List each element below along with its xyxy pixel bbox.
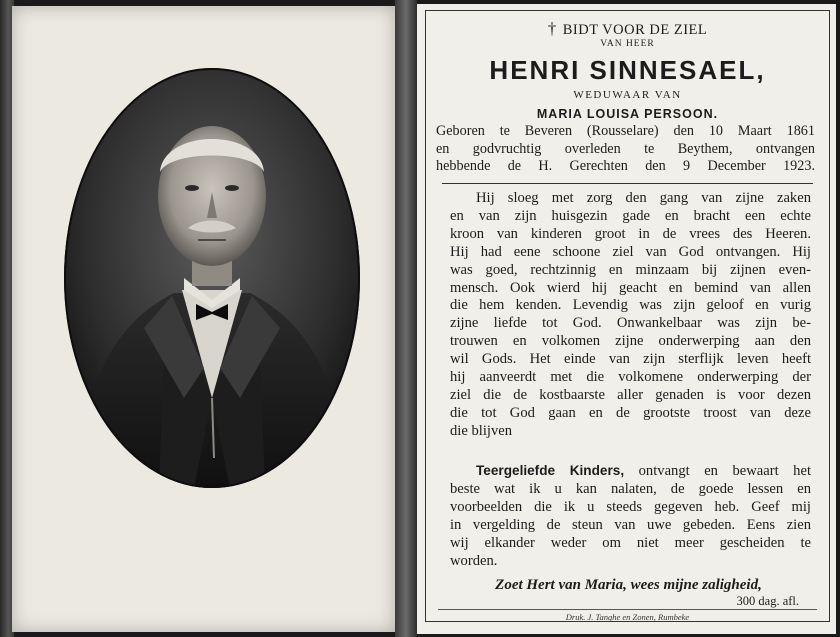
scan-gutter xyxy=(395,0,417,637)
portrait-card xyxy=(12,6,395,632)
children-line: wij elkander weder om niet meer gescheiden te xyxy=(450,534,811,551)
eulogy-line: trouwen en volkomen zijne onderwerping aan den xyxy=(450,333,811,350)
eulogy-line: kroon van kinderen groot in de vrees des Heeren. xyxy=(450,225,811,242)
eulogy-line: wil Gods. Het einde van zijn sterflijk leven heeft xyxy=(450,351,811,368)
children-label: Teergeliefde Kinders, xyxy=(476,463,625,478)
eulogy-line: mensch. Ook wierd hij geacht en bemind van allen xyxy=(450,279,811,296)
children-line xyxy=(450,462,811,481)
bio-line: Geboren te Beveren (Rousselare) den 10 Maart 1861 xyxy=(436,123,815,139)
eulogy-line: die hem kenden. Levendig was zijn geloof en vurig xyxy=(450,297,811,314)
bio-line: hebbende de H. Gerechten den 9 December 1923. xyxy=(436,158,815,175)
children-line: in vergelding de steun van uwe gebeden. Eens zien xyxy=(450,516,811,533)
indulgence-note: 300 dag. afl. xyxy=(736,594,799,608)
children-text: ontvangt en bewaart het xyxy=(638,463,811,479)
children-line: beste wat ik u kan nalaten, de goede lessen en xyxy=(450,480,811,497)
header-line-1 xyxy=(426,19,829,39)
children-line: worden. xyxy=(450,552,498,569)
eulogy-line: Hij sloeg met zorg den gang van zijne zaken xyxy=(476,190,811,206)
card-frame xyxy=(425,10,830,622)
biography xyxy=(436,123,815,176)
footer-divider xyxy=(438,609,817,610)
header-line-2: VAN HEER xyxy=(600,39,655,49)
header-text-1: BIDT VOOR DE ZIEL xyxy=(562,22,708,38)
bio-line: en godvruchtig overleden te Beythem, ontvangen xyxy=(436,140,815,157)
children-address xyxy=(450,462,811,570)
eulogy-line: ziel die de kostbaarste aller genaden is voor dezen xyxy=(450,386,811,403)
cross-icon: † xyxy=(547,19,557,38)
prayer-card xyxy=(417,4,836,634)
printer-credit: Druk. J. Tanghe en Zonen, Rumbeke xyxy=(565,612,690,622)
widower-label: WEDUWAAR VAN xyxy=(573,89,682,101)
children-line: voorbeelden die ik u steeds gegeven heb. Geef mij xyxy=(450,498,811,515)
eulogy-line: die tot God gaan en de grootste troost van deze xyxy=(450,404,811,421)
eulogy-text xyxy=(450,190,811,441)
eulogy-line: Hij had eene schoone ziel van God ontvangen. Hij xyxy=(450,243,811,260)
wife-name: MARIA LOUISA PERSOON. xyxy=(536,107,719,121)
closing-prayer: Zoet Hert van Maria, wees mijne zaligheid, xyxy=(495,577,762,593)
eulogy-line: hij aanveerdt met die volkomene onderwerping der xyxy=(450,369,811,386)
eulogy-line: was goed, rechtzinnig en minzaam bij zijnen even- xyxy=(450,261,811,278)
divider xyxy=(442,183,813,184)
deceased-name: HENRI SINNESAEL, xyxy=(489,55,766,85)
portrait-photo xyxy=(64,68,360,488)
portrait-oval xyxy=(64,68,360,488)
eulogy-line: die blijven xyxy=(450,422,513,439)
eulogy-line: en van zijn huisgezin gade en bracht een echte xyxy=(450,207,811,224)
eulogy-line: zijne liefde tot God. Onwankelbaar was zijn be- xyxy=(450,315,811,332)
